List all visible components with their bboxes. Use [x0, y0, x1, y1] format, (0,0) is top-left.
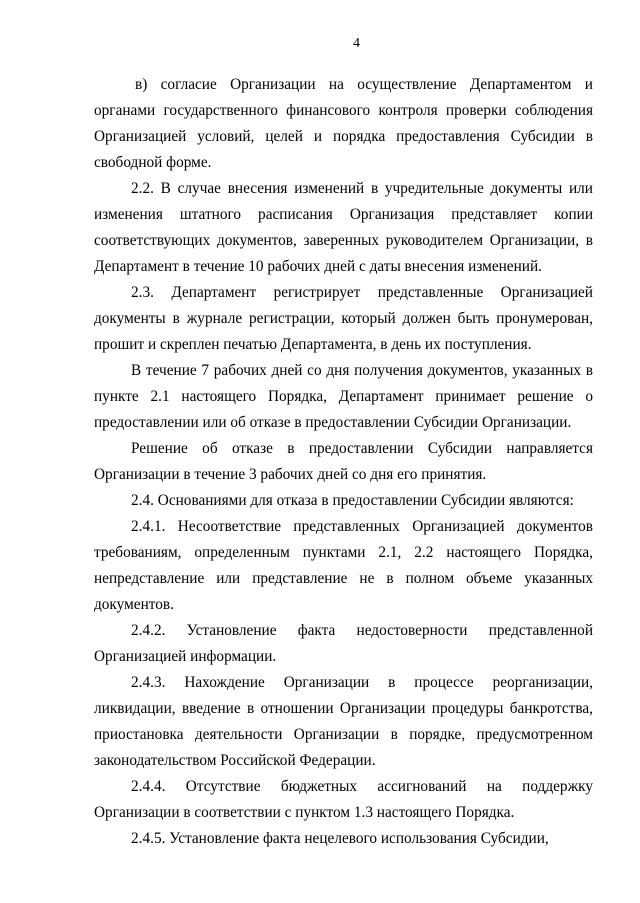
paragraph-2-4: 2.4. Основаниями для отказа в предоставлении Субсидии являются: — [131, 492, 574, 509]
paragraph-2-2: 2.2. В случае внесения изменений в учредительные документы или изменения штатного расписания Организация представляет копии соответствующих документов, заверенных руководителем Организации, в Департамент в течение 10 рабочих дней с даты внесения изменений. — [94, 180, 593, 275]
paragraph-2-3: 2.3. Департамент регистрирует представленные Организацией документы в журнале регистрации, который должен быть пронумерован, прошит и скреплен печатью Департамента, в день их поступления. — [94, 284, 593, 353]
paragraph-decision-deadline: В течение 7 рабочих дней со дня получения документов, указанных в пункте 2.1 настоящего Порядка, Департамент принимает решение о предоставлении или об отказе в предоставлении Субсидии Организации. — [94, 362, 593, 431]
paragraph-v-consent: в) согласие Организации на осуществление Департаментом и органами государственного финансового контроля проверки соблюдения Организацией условий, целей и порядка предоставления Субсидии в свободной форме. — [94, 76, 593, 171]
paragraph-2-4-2: 2.4.2. Установление факта недостоверности представленной Организацией информации. — [94, 622, 593, 665]
document-body — [94, 72, 593, 852]
paragraph-2-4-4: 2.4.4. Отсутствие бюджетных ассигнований на поддержку Организации в соответствии с пунктом 1.3 настоящего Порядка. — [94, 778, 593, 821]
paragraph-2-4-1: 2.4.1. Несоответствие представленных Организацией документов требованиям, определенным пунктами 2.1, 2.2 настоящего Порядка, непредставление или представление не в полном объеме указанных документов. — [94, 518, 593, 613]
paragraph-2-4-5: 2.4.5. Установление факта нецелевого использования Субсидии, — [131, 830, 549, 847]
paragraph-2-4-3: 2.4.3. Нахождение Организации в процессе реорганизации, ликвидации, введение в отношении Организации процедуры банкротства, приостановка деятельности Организации в порядке, предусмотренном законодательством Российской Федерации. — [94, 674, 593, 769]
paragraph-refusal-notice: Решение об отказе в предоставлении Субсидии направляется Организации в течение 3 рабочих дней со дня его принятия. — [94, 440, 593, 483]
page-number: 4 — [353, 36, 360, 51]
